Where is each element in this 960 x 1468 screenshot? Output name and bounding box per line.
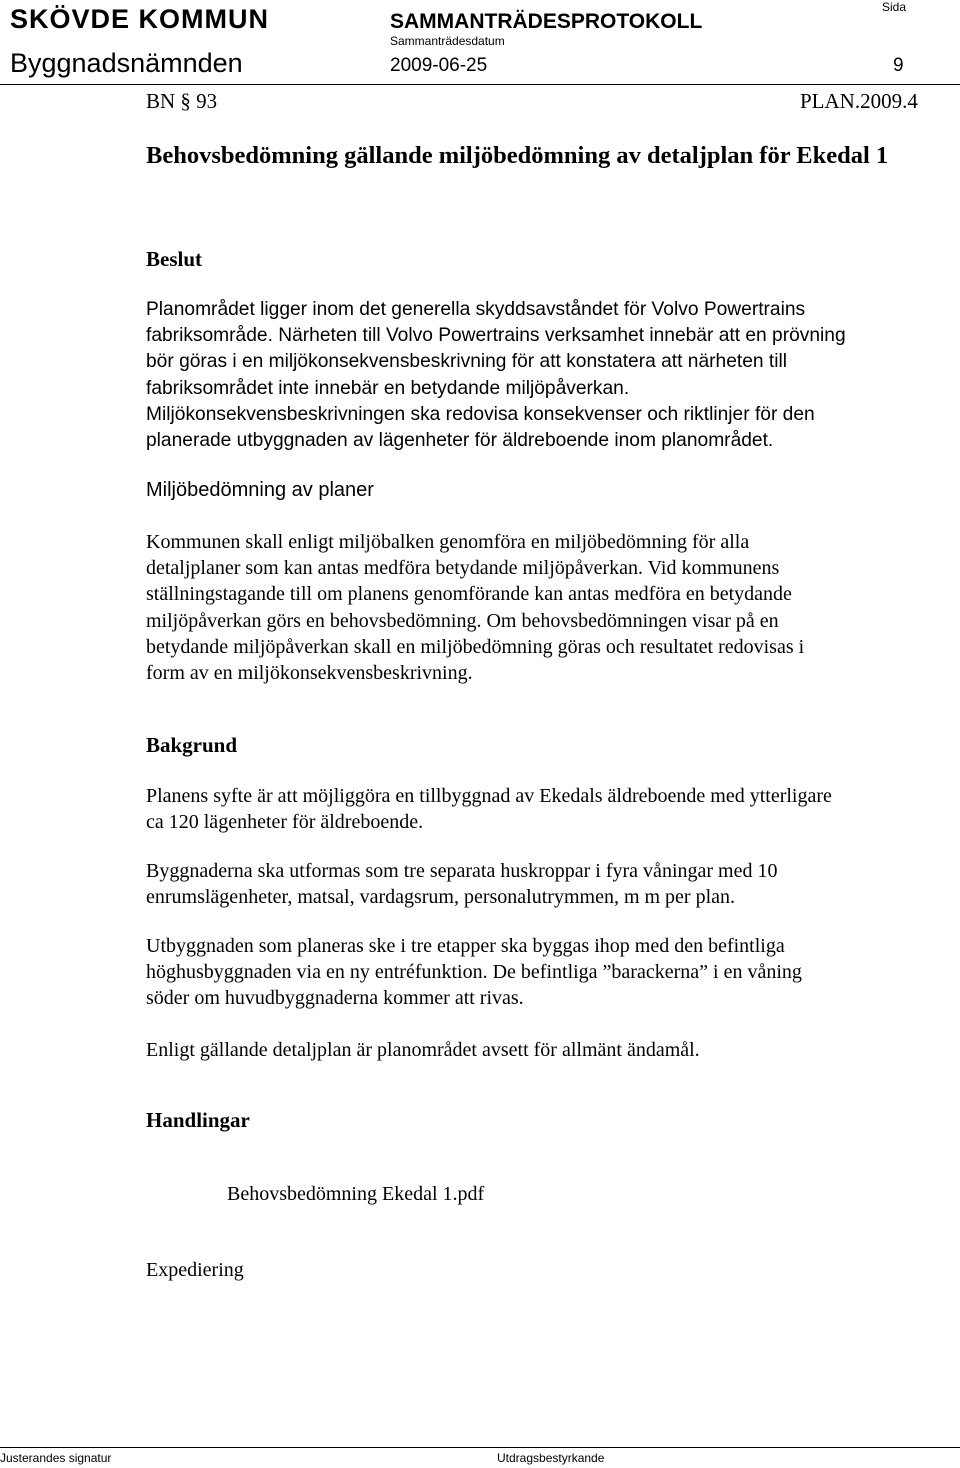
signature-label: Justerandes signatur <box>0 1451 112 1465</box>
page-label: Sida <box>882 0 907 14</box>
handlingar-heading: Handlingar <box>146 1108 250 1132</box>
miljobedomning-paragraph <box>146 529 804 686</box>
footer-divider <box>0 1447 960 1448</box>
expediering-heading: Expediering <box>146 1259 244 1281</box>
bakgrund-heading: Bakgrund <box>146 733 238 757</box>
text-line: Planområdet ligger inom det generella skyddsavståndet för Volvo Powertrains <box>146 299 806 320</box>
bakgrund-paragraph-3 <box>146 933 802 1012</box>
text-line: ca 120 lägenheter för äldreboende. <box>146 811 424 834</box>
text-line: detaljplaner som kan antas medföra betydande miljöpåverkan. Vid kommunens <box>146 557 780 580</box>
text-line: enrumslägenheter, matsal, vardagsrum, personalutrymmen, m m per plan. <box>146 886 736 909</box>
header-divider <box>0 84 960 85</box>
page-number: 9 <box>893 55 904 76</box>
text-line: betydande miljöpåverkan skall en miljöbedömning göras och resultatet redovisas i <box>146 635 805 658</box>
municipality-logo: SKÖVDE KOMMUN <box>10 4 270 34</box>
text-line: planerade utbyggnaden av lägenheter för äldreboende inom planområdet. <box>146 430 774 452</box>
text-line: miljöpåverkan görs en behovsbedömning. Om behovsbedömningen visar på en <box>146 609 779 632</box>
department-name: Byggnadsnämnden <box>10 48 243 78</box>
text-line: form av en miljökonsekvensbeskrivning. <box>146 662 473 685</box>
attachment-filename: Behovsbedömning Ekedal 1.pdf <box>227 1183 485 1205</box>
miljobedomning-heading: Miljöbedömning av planer <box>146 479 374 501</box>
text-line: söder om huvudbyggnaderna kommer att rivas. <box>146 987 524 1010</box>
text-line: fabriksområde. Närheten till Volvo Powertrains verksamhet innebär att en prövning <box>146 325 846 347</box>
text-line: fabriksområdet inte innebär en betydande miljöpåverkan. <box>146 377 630 399</box>
bakgrund-paragraph-4 <box>146 1037 700 1063</box>
meeting-date: 2009-06-25 <box>390 55 488 76</box>
text-line: Kommunen skall enligt miljöbalken genomföra en miljöbedömning för alla <box>146 531 750 553</box>
bakgrund-paragraph-1 <box>146 783 832 835</box>
meeting-date-label: Sammanträdesdatum <box>390 34 505 48</box>
text-line: Byggnaderna ska utformas som tre separata huskroppar i fyra våningar med 10 <box>146 860 778 882</box>
text-line: Utbyggnaden som planeras ske i tre etapper ska byggas ihop med den befintliga <box>146 935 785 957</box>
beslut-paragraph <box>146 297 846 454</box>
text-line: bör göras i en miljökonsekvensbeskrivning för att konstatera att närheten till <box>146 351 787 373</box>
case-number: BN § 93 <box>146 89 218 113</box>
text-line: höghusbyggnaden via en ny entréfunktion. De befintliga ”barackerna” i en våning <box>146 961 802 984</box>
text-line: Planens syfte är att möjliggöra en tillbyggnad av Ekedals äldreboende med ytterligare <box>146 785 832 807</box>
text-line: Enligt gällande detaljplan är planområdet avsett för allmänt ändamål. <box>146 1039 700 1061</box>
text-line: Miljökonsekvensbeskrivningen ska redovisa konsekvenser och riktlinjer för den <box>146 403 815 425</box>
plan-number: PLAN.2009.4 <box>800 89 918 113</box>
text-line: ställningstagande till om planens genomförande kan antas medföra en betydande <box>146 583 792 606</box>
extract-certification-label: Utdragsbestyrkande <box>497 1451 605 1465</box>
document-title: Behovsbedömning gällande miljöbedömning av detaljplan för Ekedal 1 <box>146 142 889 169</box>
bakgrund-paragraph-2 <box>146 858 777 910</box>
beslut-heading: Beslut <box>146 247 203 271</box>
protocol-title: SAMMANTRÄDESPROTOKOLL <box>390 10 703 33</box>
